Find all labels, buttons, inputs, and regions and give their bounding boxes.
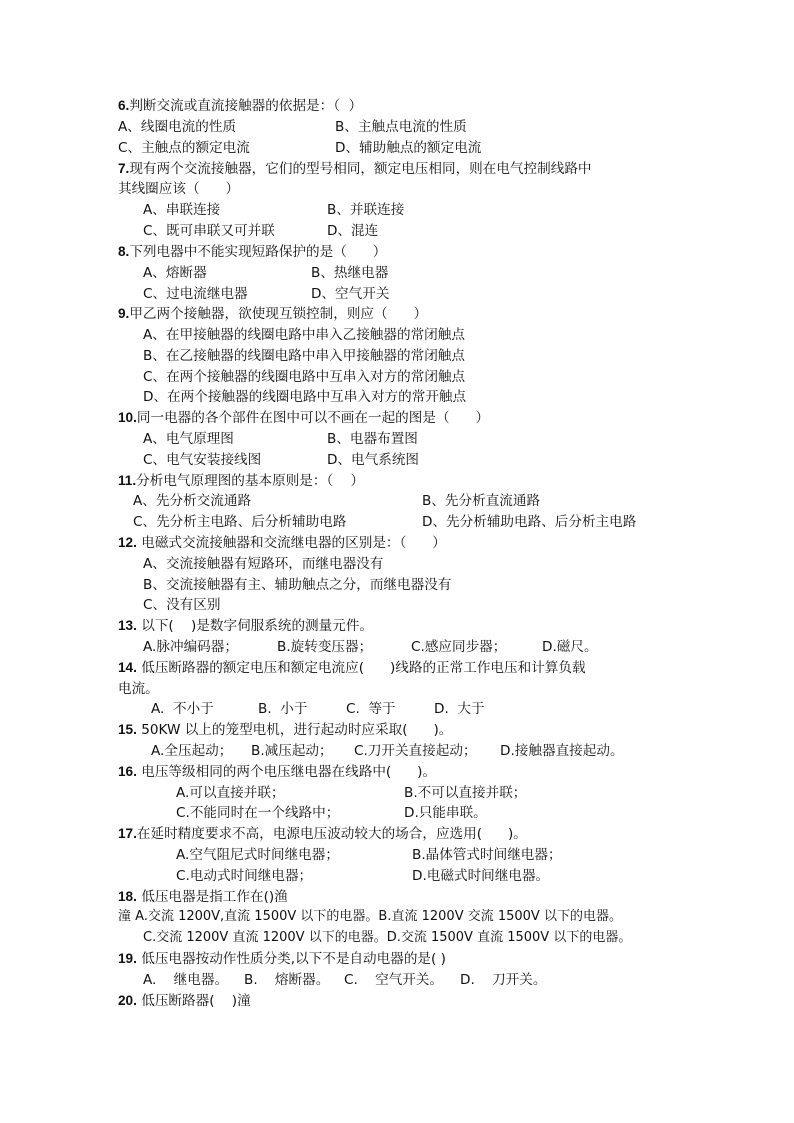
- question-number: 10.: [118, 410, 137, 425]
- question-number: 9.: [118, 306, 130, 321]
- question-text: 低压断路器( )潼: [136, 993, 251, 1009]
- option-c: C、没有区别: [143, 597, 221, 613]
- option-a: A、线圈电流的性质: [118, 119, 237, 135]
- question-number: 6.: [118, 98, 130, 113]
- question-text: 低压电器按动作性质分类,以下不是自动电器的是( ): [136, 951, 446, 967]
- option-b: B、电器布置图: [327, 431, 418, 447]
- question-text: 电磁式交流接触器和交流继电器的区别是：（ ）: [136, 535, 446, 551]
- option-b: B、交流接触器有主、辅助触点之分，而继电器没有: [143, 577, 452, 593]
- option-b: B、热继电器: [311, 265, 389, 281]
- option-a: A. 不小于: [151, 701, 214, 717]
- option-b: B. 熔断器。: [244, 972, 330, 988]
- option-d: D.电磁式时间继电器。: [412, 868, 550, 884]
- question-number: 17.: [118, 826, 137, 841]
- option-b: B.减压起动；: [251, 743, 333, 759]
- question-14-stem: [118, 658, 586, 678]
- question-text: 50KW 以上的笼型电机，进行起动时应采取( )。: [136, 722, 453, 738]
- option-b: B、先分析直流通路: [422, 493, 541, 509]
- option-c: C. 空气开关。: [344, 972, 444, 988]
- question-12-stem: [118, 533, 446, 553]
- question-number: 16.: [118, 764, 137, 779]
- option-c: C、既可串联又可并联: [143, 223, 275, 239]
- question-text-continued: 电流。: [118, 681, 159, 697]
- question-text: 以下( )是数字伺服系统的测量元件。: [136, 618, 374, 634]
- option-c: C.刀开关直接起动；: [354, 743, 477, 759]
- option-a: A.空气阻尼式时间继电器；: [176, 847, 339, 863]
- question-text-continued: 其线圈应该（ ）: [118, 181, 240, 197]
- option-d: D、电气系统图: [327, 452, 420, 468]
- option-b: B、在乙接触器的线圈电路中串入甲接触器的常闭触点: [143, 348, 465, 364]
- option-d: D、空气开关: [311, 286, 390, 302]
- option-a: A.全压起动；: [151, 743, 233, 759]
- question-19-stem: [118, 949, 446, 969]
- stray-char: 潼: [118, 909, 136, 924]
- question-17-stem: [118, 824, 527, 844]
- option-d: D.交流 1500V 直流 1500V 以下的电器。: [386, 930, 632, 945]
- option-a: A. 继电器。: [143, 972, 229, 988]
- question-15-stem: [118, 720, 452, 740]
- question-text: 电压等级相同的两个电压继电器在线路中( )。: [136, 764, 437, 780]
- question-13-stem: [118, 616, 373, 636]
- option-d: D. 大于: [434, 701, 485, 717]
- option-c: C、电气安装接线图: [143, 452, 262, 468]
- question-text: 低压电器是指工作在()渔: [136, 889, 288, 905]
- question-number: 13.: [118, 618, 137, 633]
- question-20-stem: [118, 991, 251, 1011]
- option-c: C、主触点的额定电流: [118, 140, 250, 156]
- option-b: B.不可以直接并联；: [404, 785, 527, 801]
- option-line: [143, 928, 631, 948]
- option-b: B.晶体管式时间继电器；: [412, 847, 562, 863]
- option-a: A、熔断器: [143, 265, 207, 281]
- option-a: A.可以直接并联；: [176, 785, 285, 801]
- option-c: C、先分析主电路、后分析辅助电路: [133, 514, 347, 530]
- option-c: C.交流 1200V 直流 1200V 以下的电器。: [143, 930, 387, 945]
- option-d: D.磁尺。: [542, 639, 598, 655]
- question-number: 7.: [118, 161, 130, 176]
- question-text: 在延时精度要求不高，电源电压波动较大的场合，应选用( )。: [136, 826, 527, 842]
- option-a: A、交流接触器有短路环，而继电器没有: [143, 556, 384, 572]
- option-c: C、在两个接触器的线圈电路中互串入对方的常闭触点: [143, 369, 466, 385]
- option-c: C、过电流继电器: [143, 286, 248, 302]
- option-a: A.交流 1200V,直流 1500V 以下的电器。: [135, 909, 379, 924]
- option-a: A、在甲接触器的线圈电路中串入乙接触器的常闭触点: [143, 327, 465, 343]
- option-b: B. 小于: [258, 701, 308, 717]
- option-a: A.脉冲编码器；: [143, 639, 238, 655]
- option-d: D、辅助触点的额定电流: [335, 140, 482, 156]
- question-number: 14.: [118, 660, 137, 675]
- question-text: 分析电气原理图的基本原则是：（ ）: [136, 473, 365, 489]
- option-a: A、串联连接: [143, 202, 221, 218]
- option-d: D、混连: [327, 223, 379, 239]
- question-16-stem: [118, 762, 436, 782]
- option-d: D.只能串联。: [404, 805, 487, 821]
- question-6-stem: [118, 96, 362, 116]
- option-b: B.直流 1200V 交流 1500V 以下的电器。: [378, 909, 622, 924]
- question-number: 18.: [118, 889, 137, 904]
- option-c: C.不能同时在一个线路中；: [176, 805, 340, 821]
- question-number: 15.: [118, 722, 137, 737]
- option-c: C. 等于: [346, 701, 396, 717]
- question-number: 19.: [118, 951, 137, 966]
- question-text: 下列电器中不能实现短路保护的是（ ）: [129, 244, 387, 260]
- question-11-stem: [118, 471, 364, 491]
- question-text: 低压断路器的额定电压和额定电流应( )线路的正常工作电压和计算负载: [136, 660, 586, 676]
- question-number: 12.: [118, 535, 137, 550]
- option-b: B.旋转变压器；: [277, 639, 373, 655]
- option-d: D、在两个接触器的线圈电路中互串入对方的常开触点: [143, 389, 467, 405]
- question-8-stem: [118, 242, 386, 262]
- question-text: 甲乙两个接触器，欲使现互锁控制，则应（ ）: [129, 306, 428, 322]
- question-7-stem: [118, 159, 592, 179]
- option-b: B、主触点电流的性质: [335, 119, 467, 135]
- question-text: 现有两个交流接触器，它们的型号相同，额定电压相同，则在电气控制线路中: [129, 161, 592, 177]
- option-a: A、电气原理图: [143, 431, 234, 447]
- option-b: B、并联连接: [327, 202, 405, 218]
- question-10-stem: [118, 408, 489, 428]
- option-line: [118, 907, 622, 927]
- question-18-stem: [118, 887, 288, 907]
- option-c: C.感应同步器；: [411, 639, 507, 655]
- option-d: D、先分析辅助电路、后分析主电路: [422, 514, 637, 530]
- question-number: 11.: [118, 473, 137, 488]
- question-text: 同一电器的各个部件在图中可以不画在一起的图是（ ）: [136, 410, 490, 426]
- option-d: D. 刀开关。: [460, 972, 547, 988]
- option-d: D.接触器直接起动。: [500, 743, 624, 759]
- question-9-stem: [118, 304, 427, 324]
- question-text: 判断交流或直流接触器的依据是：（ ）: [129, 98, 363, 114]
- option-a: A、先分析交流通路: [133, 493, 252, 509]
- option-c: C.电动式时间继电器；: [176, 868, 313, 884]
- question-number: 20.: [118, 993, 137, 1008]
- question-number: 8.: [118, 244, 130, 259]
